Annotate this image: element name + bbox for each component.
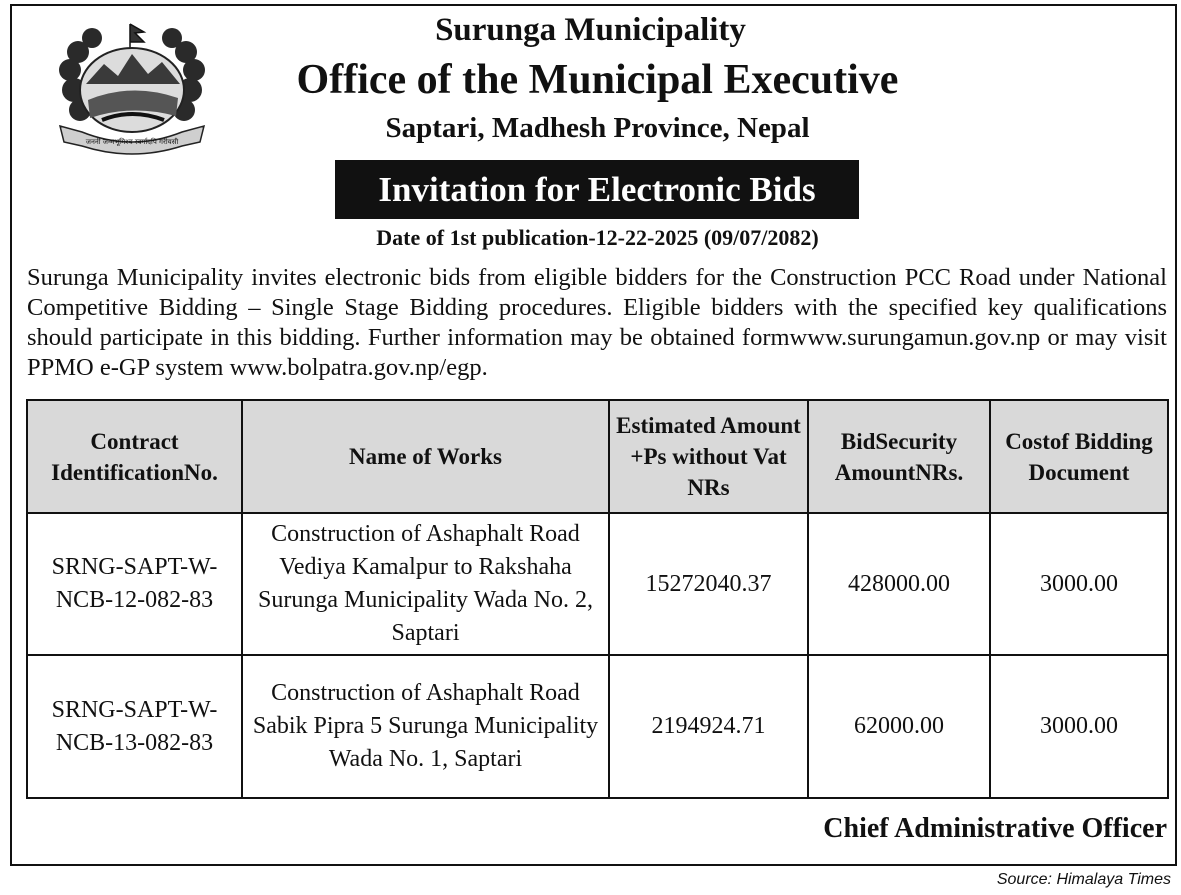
source-credit: Source: Himalaya Times — [996, 871, 1171, 888]
signatory: Chief Administrative Officer — [823, 813, 1167, 844]
document-cost-cell: 3000.00 — [990, 655, 1168, 798]
office-title: Office of the Municipal Executive — [296, 57, 899, 103]
header-estimated-amount: Estimated Amount +Ps without Vat NRs — [609, 400, 808, 513]
header-contract-id: Contract IdentificationNo. — [27, 400, 242, 513]
contract-id-cell: SRNG-SAPT-W-NCB-13-082-83 — [27, 655, 242, 798]
bid-security-cell: 62000.00 — [808, 655, 990, 798]
table-header-row — [27, 400, 1168, 513]
bid-security-cell: 428000.00 — [808, 513, 990, 655]
work-name-cell: Construction of Ashaphalt Road Sabik Pipra 5 Surunga Municipality Wada No. 1, Saptari — [242, 655, 609, 798]
notice-title-banner: Invitation for Electronic Bids — [335, 160, 859, 219]
header-bid-security: BidSecurity AmountNRs. — [808, 400, 990, 513]
estimated-amount-cell: 2194924.71 — [609, 655, 808, 798]
office-address: Saptari, Madhesh Province, Nepal — [385, 112, 810, 144]
header-name-of-works: Name of Works — [242, 400, 609, 513]
table-row — [27, 655, 1168, 798]
bids-table — [26, 399, 1169, 799]
estimated-amount-cell: 15272040.37 — [609, 513, 808, 655]
municipality-name: Surunga Municipality — [435, 12, 746, 48]
work-name-cell: Construction of Ashaphalt Road Vediya Kamalpur to Rakshaha Surunga Municipality Wada No. 2, Saptari — [242, 513, 609, 655]
emblem-motto: जननी जन्मभूमिश्च स्वर्गादपि गरीयसी — [85, 138, 179, 146]
contract-id-cell: SRNG-SAPT-W-NCB-12-082-83 — [27, 513, 242, 655]
publication-date: Date of 1st publication-12-22-2025 (09/07/2082) — [376, 225, 819, 250]
intro-paragraph: Surunga Municipality invites electronic bids from eligible bidders for the Construction PCC Road under National Competitive Bidding – Single Stage Bidding procedures. Eligible bidders with the specified key qualifications should participate in this bidding. Further information may be obtained formwww.surungamun.gov.np or may visit PPMO e-GP system www.bolpatra.gov.np/egp. — [27, 264, 1167, 381]
header-document-cost: Costof Bidding Document — [990, 400, 1168, 513]
document-cost-cell: 3000.00 — [990, 513, 1168, 655]
table-row — [27, 513, 1168, 655]
